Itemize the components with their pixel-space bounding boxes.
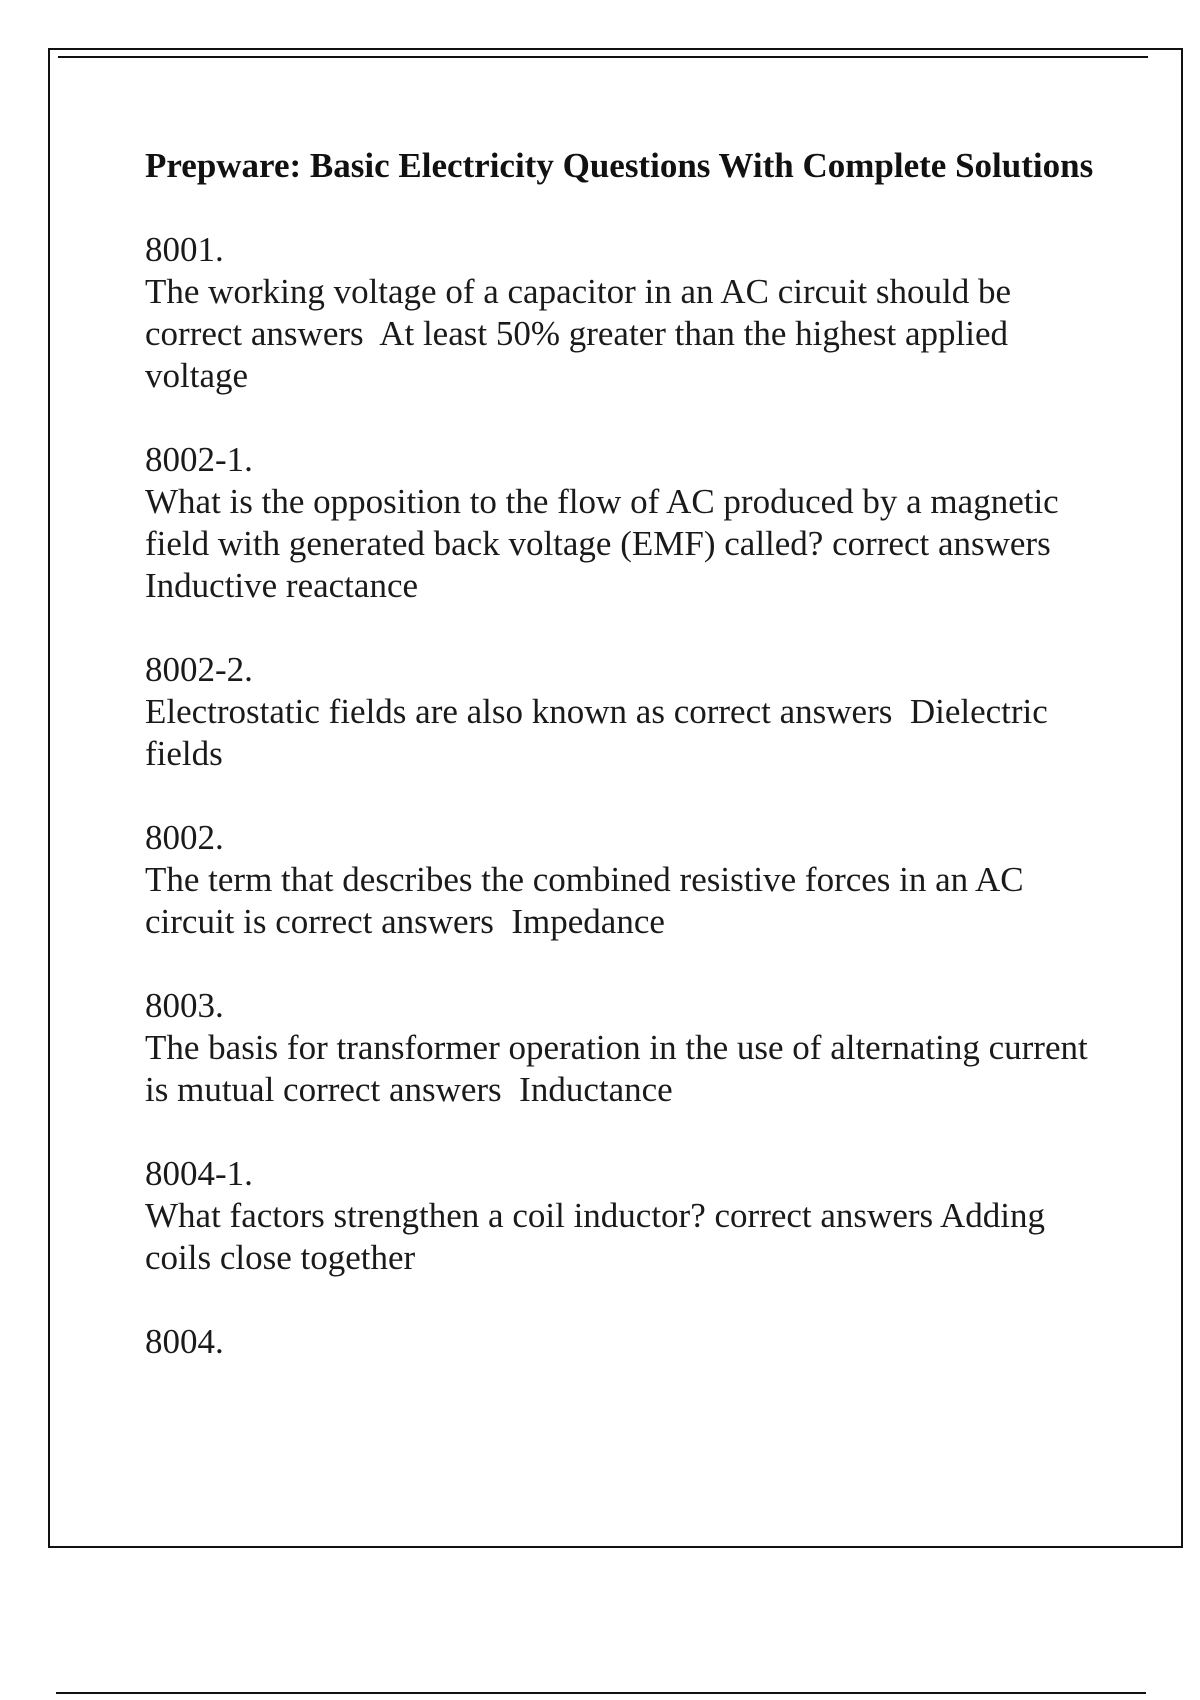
top-rule xyxy=(58,56,1148,58)
question-text: The term that describes the combined resistive forces in an AC circuit is correct answers Impedance xyxy=(145,860,1033,941)
document-title: Prepware: Basic Electricity Questions With Complete Solutions xyxy=(145,146,1094,185)
question-block xyxy=(145,985,1105,1111)
question-block xyxy=(145,649,1105,775)
question-number: 8001. xyxy=(145,230,224,269)
question-text: Electrostatic fields are also known as correct answers Dielectric fields xyxy=(145,692,1057,773)
question-block xyxy=(145,1153,1105,1279)
question-number: 8002. xyxy=(145,818,224,857)
question-number: 8003. xyxy=(145,986,224,1025)
question-number: 8002-2. xyxy=(145,650,253,689)
document-content xyxy=(145,145,1105,1405)
question-block xyxy=(145,229,1105,397)
question-number: 8004-1. xyxy=(145,1154,253,1193)
question-block xyxy=(145,817,1105,943)
question-text: What factors strengthen a coil inductor? correct answers Adding coils close together xyxy=(145,1196,1054,1277)
question-number: 8002-1. xyxy=(145,440,253,479)
bottom-rule xyxy=(56,1692,1146,1694)
question-block xyxy=(145,1321,1105,1363)
question-number: 8004. xyxy=(145,1322,224,1361)
question-text: The working voltage of a capacitor in an AC circuit should be correct answers At least 50% greater than the highest applied voltage xyxy=(145,272,1020,395)
question-text: What is the opposition to the flow of AC produced by a magnetic field with generated back voltage (EMF) called? correct answers Inductive reactance xyxy=(145,482,1069,605)
question-block xyxy=(145,439,1105,607)
question-text: The basis for transformer operation in the use of alternating current is mutual correct answers Inductance xyxy=(145,1028,1097,1109)
